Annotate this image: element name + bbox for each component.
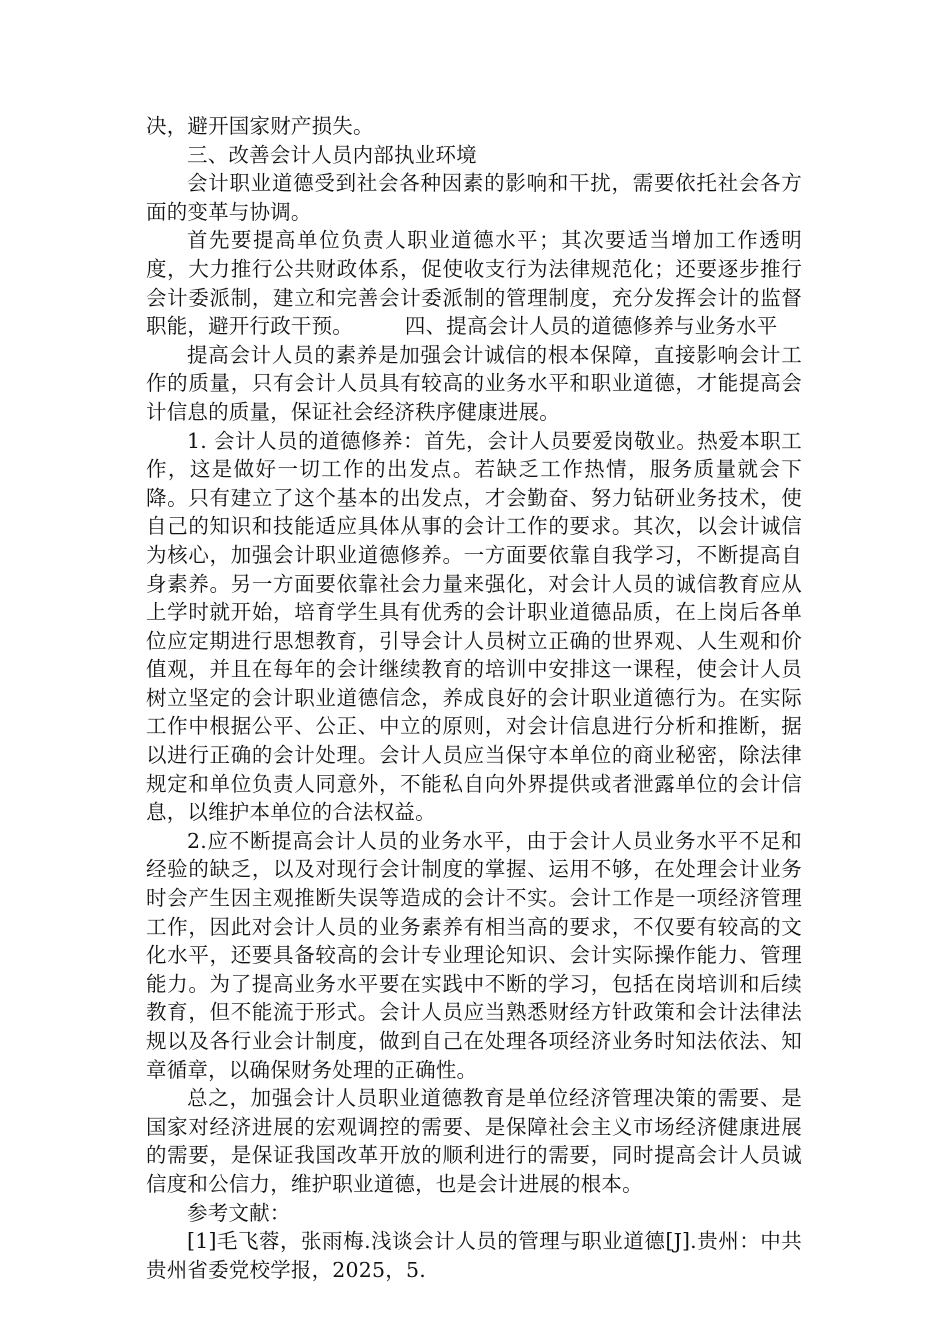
paragraph-item-1: 1. 会计人员的道德修养：首先，会计人员要爱岗敬业。热爱本职工作，这是做好一切工作的出发点。若缺乏工作热情，服务质量就会下降。只有建立了这个基本的出发点，才会勤奋、努力钻研业务技术，使自己的知识和技能适应具体从事的会计工作的要求。其次，以会计诚信为核心，加强会计职业道德修养。一方面要依靠自我学习，不断提高自身素养。另一方面要依靠社会力量来强化，对会计人员的诚信教育应从上学时就开始，培育学生具有优秀的会计职业道德品质，在上岗后各单位应定期进行思想教育，引导会计人员树立正确的世界观、人生观和价值观，并且在每年的会计继续教育的培训中安排这一课程，使会计人员树立坚定的会计职业道德信念，养成良好的会计职业道德行为。在实际工作中根据公平、公正、中立的原则，对会计信息进行分析和推断，据以进行正确的会计处理。会计人员应当保守本单位的商业秘密，除法律规定和单位负责人同意外，不能私自向外界提供或者泄露单位的会计信息，以维护本单位的合法权益。 — [146, 428, 802, 825]
paragraph-continuation: 决，避开国家财产损失。 — [146, 114, 374, 138]
paragraph-conclusion: 总之，加强会计人员职业道德教育是单位经济管理决策的需要、是国家对经济进展的宏观调控的需要、是保障社会主义市场经济健康进展的需要，是保证我国改革开放的顺利进行的需要，同时提高会计人员诚信度和公信力，维护职业道德，也是会计进展的根本。 — [146, 1086, 802, 1196]
paragraph-item-2: 2.应不断提高会计人员的业务水平，由于会计人员业务水平不足和经验的缺乏，以及对现行会计制度的掌握、运用不够，在处理会计业务时会产生因主观推断失误等造成的会计不实。会计工作是一项经济管理工作，因此对会计人员的业务素养有相当高的要求，不仅要有较高的文化水平，还要具备较高的会计专业理论知识、会计实际操作能力、管理能力。为了提高业务水平要在实践中不断的学习，包括在岗培训和后续教育，但不能流于形式。会计人员应当熟悉财经方针政策和会计法律法规以及各行业会计制度，做到自己在处理各项经济业务时知法依法、知章循章，以确保财务处理的正确性。 — [146, 828, 802, 1082]
paragraph: 提高会计人员的素养是加强会计诚信的根本保障，直接影响会计工作的质量，只有会计人员具有较高的业务水平和职业道德，才能提高会计信息的质量，保证社会经济秩序健康进展。 — [146, 342, 802, 424]
document-page — [146, 112, 802, 1284]
section-heading-3: 三、改善会计人员内部执业环境 — [187, 142, 477, 167]
paragraph: 首先要提高单位负责人职业道德水平；其次要适当增加工作透明度，大力推行公共财政体系，促使收支行为法律规范化；还要逐步推行会计委派制，建立和完善会计委派制的管理制度，充分发挥会计的监督职能，避开行政干预。 四、提高会计人员的道德修养与业务水平 — [146, 228, 802, 339]
references-heading: 参考文献： — [187, 1200, 291, 1225]
paragraph: 会计职业道德受到社会各种因素的影响和干扰，需要依托社会各方面的变革与协调。 — [146, 171, 802, 224]
reference-item: [1]毛飞蓉，张雨梅.浅谈会计人员的管理与职业道德[J].贵州：中共贵州省委党校学报，2025，5. — [146, 1229, 802, 1282]
